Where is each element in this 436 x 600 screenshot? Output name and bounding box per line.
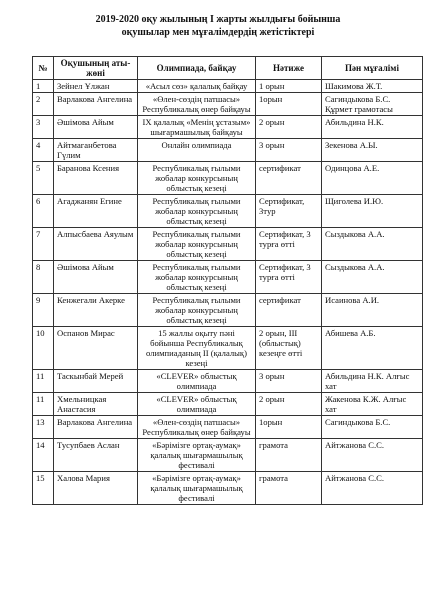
cell-student: Алпысбаева Аяулым xyxy=(54,228,138,261)
cell-teacher: Сыздыкова А.А. xyxy=(322,261,423,294)
cell-event: Республикалық ғылыми жобалар конкурсының облыстық кезеңі xyxy=(138,228,256,261)
cell-student: Тусупбаев Аслан xyxy=(54,439,138,472)
cell-student: Зейнел Ұлжан xyxy=(54,80,138,93)
cell-number: 14 xyxy=(33,439,54,472)
cell-number: 1 xyxy=(33,80,54,93)
cell-event: «Асыл сөз» қалалық байқау xyxy=(138,80,256,93)
cell-teacher: Сыздыкова А.А. xyxy=(322,228,423,261)
table-row xyxy=(33,139,423,162)
header-result: Нәтиже xyxy=(256,57,322,80)
cell-teacher: Исаинова А.И. xyxy=(322,294,423,327)
cell-event: Онлайн олимпиада xyxy=(138,139,256,162)
cell-event: «Бәрімізге ортақ-аумақ» қалалық шығармашылық фестивалі xyxy=(138,439,256,472)
cell-student: Варлакова Ангелина xyxy=(54,416,138,439)
cell-result: 2 орын xyxy=(256,116,322,139)
cell-event: Республикалық ғылыми жобалар конкурсының облыстық кезеңі xyxy=(138,294,256,327)
cell-number: 11 xyxy=(33,370,54,393)
cell-student: Әшімова Айым xyxy=(54,261,138,294)
cell-result: 1орын xyxy=(256,416,322,439)
table-row xyxy=(33,416,423,439)
cell-number: 10 xyxy=(33,327,54,370)
cell-result: 3 орын xyxy=(256,139,322,162)
table-row xyxy=(33,472,423,505)
header-student: Оқушының аты-жөні xyxy=(54,57,138,80)
cell-event: «Өлен-сөздің патшасы» Республикалық өнер байқауы xyxy=(138,416,256,439)
cell-teacher: Зекенова А.Ы. xyxy=(322,139,423,162)
cell-teacher: Щиголева И.Ю. xyxy=(322,195,423,228)
cell-student: Баранова Ксения xyxy=(54,162,138,195)
cell-student: Әшімова Айым xyxy=(54,116,138,139)
cell-result: 2 орын, III (облыстық) кезеңге өтті xyxy=(256,327,322,370)
cell-number: 8 xyxy=(33,261,54,294)
table-row xyxy=(33,393,423,416)
cell-event: «Бәрімізге ортақ-аумақ» қалалық шығармашылық фестивалі xyxy=(138,472,256,505)
cell-number: 11 xyxy=(33,393,54,416)
cell-event: «CLEVER» облыстық олимпиада xyxy=(138,393,256,416)
title-line-2: оқушылар мен мұғалімдердің жетістіктері xyxy=(121,27,315,38)
cell-number: 15 xyxy=(33,472,54,505)
cell-result: сертификат xyxy=(256,294,322,327)
cell-event: IX қалалық «Менің ұстазым» шығармашылық байқауы xyxy=(138,116,256,139)
cell-number: 9 xyxy=(33,294,54,327)
table-row xyxy=(33,80,423,93)
table-row xyxy=(33,116,423,139)
cell-result: грамота xyxy=(256,439,322,472)
cell-teacher: Айтжанова С.С. xyxy=(322,439,423,472)
cell-teacher: Айтжанова С.С. xyxy=(322,472,423,505)
cell-number: 4 xyxy=(33,139,54,162)
cell-number: 13 xyxy=(33,416,54,439)
cell-student: Кенжегали Акерке xyxy=(54,294,138,327)
title-line-1: 2019-2020 оқу жылының I жарты жылдығы бойынша xyxy=(95,14,341,25)
header-event: Олимпиада, байқау xyxy=(138,57,256,80)
cell-result: Сертификат, 3 турға өтті xyxy=(256,261,322,294)
table-row xyxy=(33,294,423,327)
table-row xyxy=(33,327,423,370)
table-row xyxy=(33,228,423,261)
cell-student: Варлакова Ангелина xyxy=(54,93,138,116)
cell-student: Агаджанян Егине xyxy=(54,195,138,228)
cell-student: Хмельницкая Анастасия xyxy=(54,393,138,416)
header-teacher: Пән мұғалімі xyxy=(322,57,423,80)
cell-teacher: Абильдина Н.К. xyxy=(322,116,423,139)
cell-number: 5 xyxy=(33,162,54,195)
cell-number: 2 xyxy=(33,93,54,116)
table-row xyxy=(33,261,423,294)
achievements-table xyxy=(32,56,423,505)
cell-event: «Өлен-сөздің патшасы» Республикалық өнер байқауы xyxy=(138,93,256,116)
cell-teacher: Сагиндыкова Б.С. xyxy=(322,416,423,439)
cell-teacher: Абишева А.Б. xyxy=(322,327,423,370)
cell-teacher: Абильдина Н.К. Алғыс хат xyxy=(322,370,423,393)
cell-event: Республикалық ғылыми жобалар конкурсының облыстық кезеңі xyxy=(138,195,256,228)
table-row xyxy=(33,162,423,195)
cell-student: Оспанов Мирас xyxy=(54,327,138,370)
cell-teacher: Жакенова К.Ж. Алғыс хат xyxy=(322,393,423,416)
cell-result: грамота xyxy=(256,472,322,505)
cell-student: Таскынбай Мерей xyxy=(54,370,138,393)
table-row xyxy=(33,439,423,472)
cell-number: 7 xyxy=(33,228,54,261)
table-row xyxy=(33,370,423,393)
table-row xyxy=(33,93,423,116)
cell-result: сертификат xyxy=(256,162,322,195)
header-number: № xyxy=(33,57,54,80)
cell-result: Сертификат, 3 турға өтті xyxy=(256,228,322,261)
cell-teacher: Шакимова Ж.Т. xyxy=(322,80,423,93)
cell-event: Республикалық ғылыми жобалар конкурсының облыстық кезеңі xyxy=(138,261,256,294)
cell-result: 2 орын xyxy=(256,393,322,416)
cell-teacher: Одинцова А.Е. xyxy=(322,162,423,195)
table-body xyxy=(33,80,423,505)
cell-number: 6 xyxy=(33,195,54,228)
cell-result: 3 орын xyxy=(256,370,322,393)
cell-event: 15 жаллы оқыту пәні бойынша Республикалық олимпиаданың II (қалалық) кезеңі xyxy=(138,327,256,370)
table-row xyxy=(33,195,423,228)
cell-teacher: Сагиндыкова Б.С. Құрмет грамотасы xyxy=(322,93,423,116)
table-header-row xyxy=(33,57,423,80)
cell-student: Халова Мария xyxy=(54,472,138,505)
cell-event: «CLEVER» облыстық олимпиада xyxy=(138,370,256,393)
document-title xyxy=(0,13,436,39)
cell-number: 3 xyxy=(33,116,54,139)
cell-event: Республикалық ғылыми жобалар конкурсының облыстық кезеңі xyxy=(138,162,256,195)
cell-result: 1 орын xyxy=(256,80,322,93)
cell-student: Айтмаганбетова Гүлим xyxy=(54,139,138,162)
cell-result: 1орын xyxy=(256,93,322,116)
cell-result: Сертификат, 3тур xyxy=(256,195,322,228)
